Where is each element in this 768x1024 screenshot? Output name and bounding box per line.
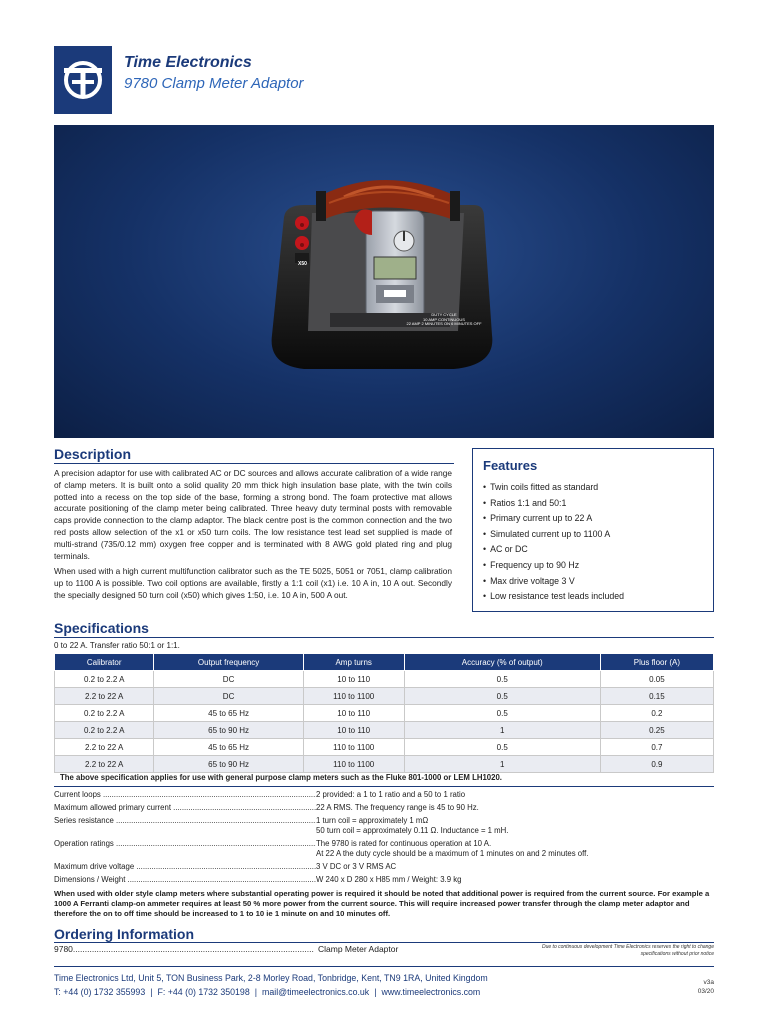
description-heading: Description: [54, 446, 132, 462]
technical-details: [54, 790, 714, 888]
feature-item: • Simulated current up to 1100 A: [483, 529, 703, 545]
table-cell: 0.05: [600, 671, 713, 688]
detail-value: [316, 839, 588, 859]
footer-address: Time Electronics Ltd, Unit 5, TON Business Park, 2-8 Morley Road, Tonbridge, Kent, TN9 1RA, United Kingdom: [54, 973, 488, 983]
ordering-disclaimer: Due to continuous development Time Electronics reserves the right to change specifications without prior notice: [542, 944, 714, 957]
table-cell: 0.2 to 2.2 A: [55, 722, 154, 739]
table-cell: 0.5: [404, 739, 600, 756]
detail-label: Series resistance .....: [54, 816, 316, 836]
footer-web-link[interactable]: www.timeelectronics.com: [381, 987, 481, 997]
table-row: [55, 756, 714, 773]
footer-separator: |: [150, 987, 153, 997]
logo-icon: [60, 56, 106, 104]
detail-value: [316, 790, 465, 800]
specifications-subtitle: 0 to 22 A. Transfer ratio 50:1 or 1:1.: [54, 641, 180, 650]
feature-item: • Twin coils fitted as standard: [483, 482, 703, 498]
footer-separator: |: [374, 987, 377, 997]
table-row: [55, 722, 714, 739]
feature-item: • AC or DC: [483, 544, 703, 560]
table-cell: 0.15: [600, 688, 713, 705]
column-header-calibrator: Calibrator: [55, 654, 154, 671]
table-cell: 110 to 1100: [303, 688, 404, 705]
table-cell: 10 to 110: [303, 671, 404, 688]
detail-label: Maximum drive voltage .....: [54, 862, 316, 872]
footer-separator: |: [254, 987, 258, 997]
table-cell: 45 to 65 Hz: [154, 705, 303, 722]
footer-email-link[interactable]: mail@timeelectronics.co.uk: [262, 987, 370, 997]
column-header-amp-turns: Amp turns: [303, 654, 404, 671]
page-header: [54, 46, 714, 114]
specifications-table: [54, 653, 714, 773]
detail-row-operation-ratings: [54, 839, 714, 859]
table-cell: 0.5: [404, 705, 600, 722]
footer-phone: T: +44 (0) 1732 355993: [54, 987, 146, 997]
feature-item: • Ratios 1:1 and 50:1: [483, 498, 703, 514]
usage-note: When used with older style clamp meters where substantial operating power is required it should be noted that additional power is required from the current source. For example a 1000 A Ferranti clamp-on ammeter requires at least 50 % more power from the current source. This will require increased power transfer through the clamp meter adaptor and therefore the on to off time should be increased to 1 to 10 ie 1 minute on and 10 minutes off.: [54, 889, 710, 918]
clamp-adaptor-illustration: [54, 125, 714, 438]
detail-value-text: 22 A RMS. The frequency range is 45 to 90 Hz.: [316, 803, 479, 812]
table-row: [55, 739, 714, 756]
mat-label-line-2: 10 AMP CONTINUOUS: [423, 316, 465, 322]
detail-label: Maximum allowed primary current .....: [54, 803, 316, 813]
version-info: [674, 978, 714, 996]
table-cell: 65 to 90 Hz: [154, 756, 303, 773]
detail-value-text: 3 V DC or 3 V RMS AC: [316, 862, 397, 871]
detail-value-text: 2 provided: a 1 to 1 ratio and a 50 to 1 ratio: [316, 790, 466, 799]
table-cell: 10 to 110: [303, 705, 404, 722]
table-cell: 0.5: [404, 671, 600, 688]
footer-fax: F: +44 (0) 1732 350198: [157, 987, 250, 997]
terminal-label: X50: [298, 261, 307, 267]
column-header-floor: Plus floor (A): [600, 654, 713, 671]
detail-value: [316, 803, 479, 813]
detail-value-text: At 22 A the duty cycle should be a maximum of 1 minutes on and 2 minutes off.: [316, 849, 589, 858]
detail-row-series-resistance: [54, 816, 714, 836]
features-box: [472, 448, 714, 612]
table-cell: 2.2 to 22 A: [55, 756, 154, 773]
column-header-frequency: Output frequency: [154, 654, 303, 671]
mat-label-line-3: 22 AMP 2 MINUTES ON 6 MINUTES OFF: [406, 321, 482, 327]
detail-value: [316, 862, 396, 872]
table-row: [55, 671, 714, 688]
detail-row-max-primary: [54, 803, 714, 813]
feature-item: • Max drive voltage 3 V: [483, 576, 703, 592]
table-cell: 0.5: [404, 688, 600, 705]
table-cell: 2.2 to 22 A: [55, 688, 154, 705]
ordering-heading: Ordering Information: [54, 926, 194, 942]
table-cell: DC: [154, 671, 303, 688]
mat-label-line-1: DUTY CYCLE: [431, 312, 457, 317]
order-description: Clamp Meter Adaptor: [318, 944, 399, 954]
table-cell: 1: [404, 722, 600, 739]
table-cell: 0.2: [600, 705, 713, 722]
table-row: [55, 688, 714, 705]
detail-value-text: 1 turn coil = approximately 1 mΩ: [316, 816, 429, 825]
footer-divider: [54, 966, 714, 967]
detail-row-current-loops: [54, 790, 714, 800]
description-body: [54, 468, 452, 606]
version-date: 03/20: [697, 988, 714, 995]
table-cell: 65 to 90 Hz: [154, 722, 303, 739]
detail-value: [316, 875, 461, 885]
table-cell: 2.2 to 22 A: [55, 739, 154, 756]
table-cell: 1: [404, 756, 600, 773]
specifications-heading: Specifications: [54, 620, 149, 636]
description-divider: [54, 463, 454, 464]
detail-row-dimensions: [54, 875, 714, 885]
specifications-divider: [54, 637, 714, 638]
table-cell: 0.9: [600, 756, 713, 773]
description-paragraph-1: A precision adaptor for use with calibrated AC or DC sources and allows accurate calibration of a wide range of clamp meters. It is built onto a solid quality 20 mm thick high insulation base plate, with the twin coils potted into a recess on the top side of the base, forming a strong bond. The foam protective mat allows accurate positioning of the clamp meter being calibrated. Three heavy duty terminal posts with removable caps provide connection to the clamp adaptor. The black centre post is the common connection and the two red posts allow selection of the x1 or x50 turn coils. The low resistance test lead set supplied is made of multi-strand (735/0.12 mm) oxygen free copper and is terminated with 8 AWG gold plated ring and plug terminals.: [54, 468, 452, 561]
ordering-row: [54, 944, 414, 954]
detail-label: Current loops .....: [54, 790, 316, 800]
table-cell: 10 to 110: [303, 722, 404, 739]
table-row: [55, 705, 714, 722]
specification-note: The above specification applies for use with general purpose clamp meters such as the Fluke 801-1000 or LEM LH1020.: [60, 773, 502, 782]
table-cell: 0.2 to 2.2 A: [55, 705, 154, 722]
table-cell: 0.25: [600, 722, 713, 739]
company-logo: [54, 46, 112, 114]
detail-value-text: W 240 x D 280 x H85 mm / Weight: 3.9 kg: [316, 875, 462, 884]
feature-item: • Frequency up to 90 Hz: [483, 560, 703, 576]
features-heading: Features: [483, 458, 538, 473]
table-cell: 0.2 to 2.2 A: [55, 671, 154, 688]
detail-label: Operation ratings .....: [54, 839, 316, 859]
table-cell: 110 to 1100: [303, 739, 404, 756]
product-photo: [54, 125, 714, 438]
detail-value: [316, 816, 508, 836]
mat-label: [384, 313, 504, 327]
ordering-divider: [54, 942, 714, 943]
description-paragraph-2: When used with a high current multifunction calibrator such as the TE 5025, 5051 or 7051, clamp calibration up to 1100 A is possible. Two coil options are available, firstly a 1:1 coil (x1) i.e. 10 A in, 10 A out. Secondly the specially designed 50 turn coil (x50) which gives 1:50, i.e. 10 A in, 500 A out.: [54, 566, 452, 600]
detail-row-drive-voltage: [54, 862, 714, 872]
detail-label: Dimensions / Weight .....: [54, 875, 316, 885]
product-name: 9780 Clamp Meter Adaptor: [124, 75, 304, 92]
table-cell: 110 to 1100: [303, 756, 404, 773]
detail-value-text: 50 turn coil = approximately 0.11 Ω. Inductance = 1 mH.: [316, 826, 509, 835]
order-code: 9780 .....: [54, 944, 314, 954]
version-label: v3a: [703, 979, 714, 986]
feature-item: • Primary current up to 22 A: [483, 513, 703, 529]
company-name: Time Electronics: [124, 54, 252, 71]
feature-item: • Low resistance test leads included: [483, 591, 703, 607]
features-list: [483, 482, 703, 607]
footer-contacts: [54, 987, 480, 997]
specification-note-divider: [54, 786, 714, 787]
table-header-row: [55, 654, 714, 671]
table-cell: 0.7: [600, 739, 713, 756]
detail-value-text: The 9780 is rated for continuous operation at 10 A.: [316, 839, 492, 848]
column-header-accuracy: Accuracy (% of output): [404, 654, 600, 671]
table-cell: DC: [154, 688, 303, 705]
table-cell: 45 to 65 Hz: [154, 739, 303, 756]
